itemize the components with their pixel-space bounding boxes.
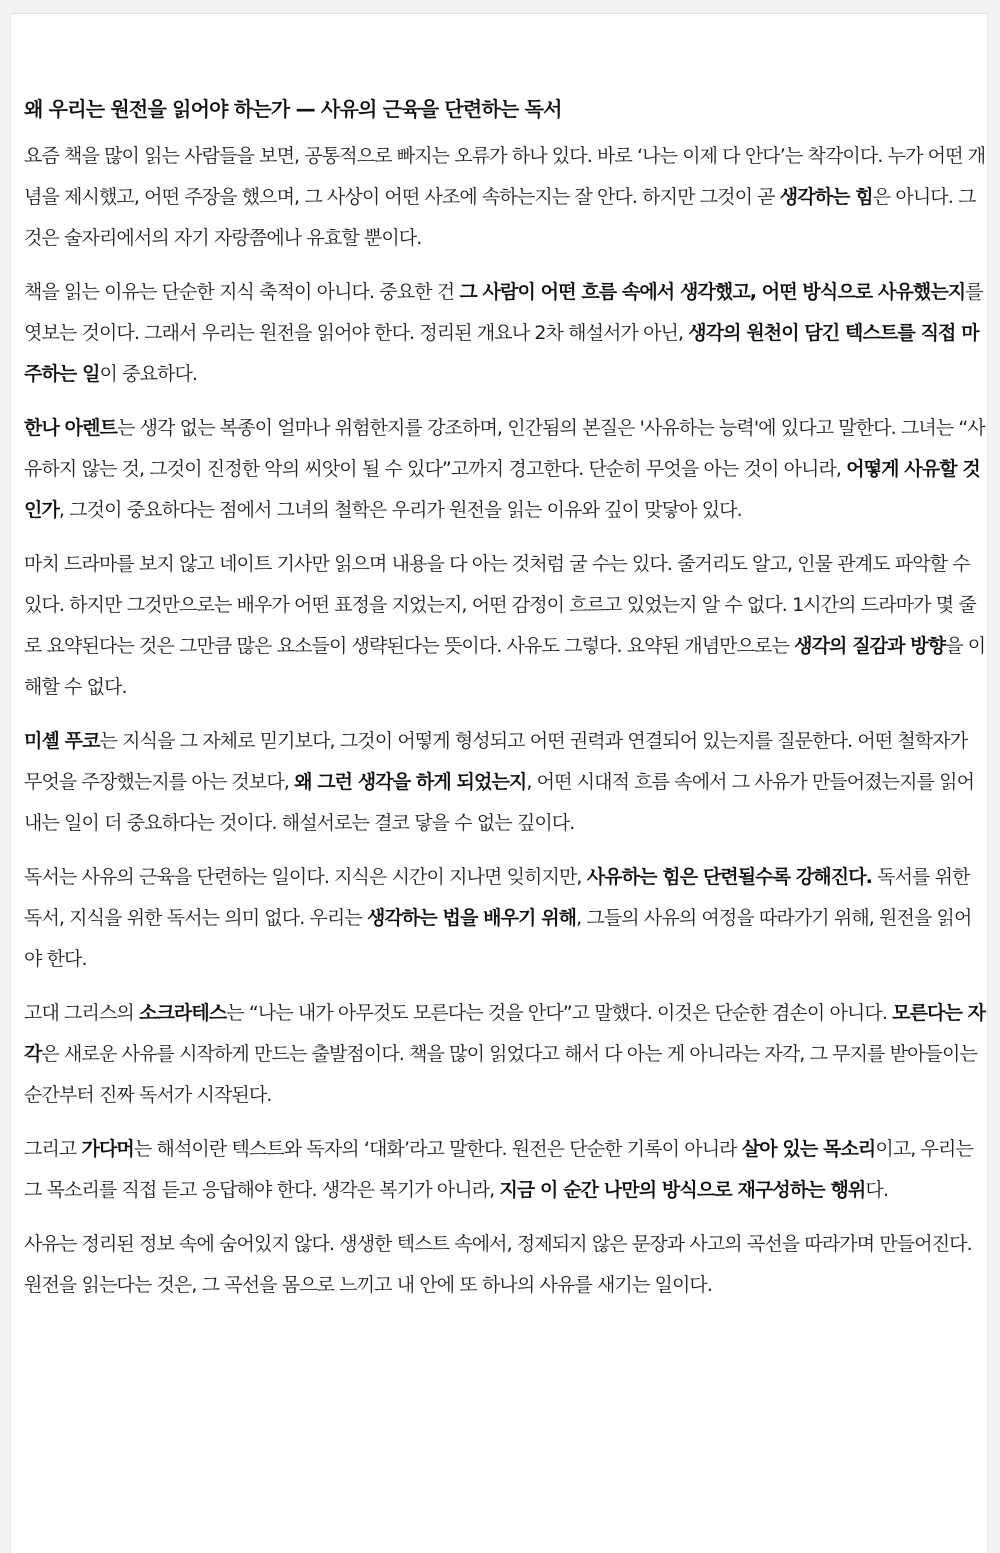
bold-text: 왜 그런 생각을 하게 되었는지 xyxy=(294,771,527,793)
bold-text: 미셸 푸코 xyxy=(24,730,100,752)
paragraph xyxy=(24,136,986,259)
text-run: 이고, 우리는 그 목소리를 직접 듣고 응답해야 한다. 생각은 복기가 아니라, xyxy=(24,1138,973,1201)
bold-text: 그 사람이 어떤 흐름 속에서 생각했고, 어떤 방식으로 사유했는지 xyxy=(459,281,966,303)
text-run: 는 “나는 내가 아무것도 모른다는 것을 안다”고 말했다. 이것은 단순한 겸손이 아니다. xyxy=(226,1002,893,1024)
text-run: 사유는 정리된 정보 속에 숨어있지 않다. 생생한 텍스트 속에서, 정제되지 않은 문장과 사고의 곡선을 따라가며 만들어진다. 원전을 읽는다는 것은, 그 곡선을 몸으로 느끼고 내 안에 또 하나의 사유를 새기는 일이다. xyxy=(24,1233,972,1296)
article-title: 왜 우리는 원전을 읽어야 하는가 — 사유의 근육을 단련하는 독서 xyxy=(24,97,562,121)
text-run: 고대 그리스의 xyxy=(24,1002,140,1024)
article-body xyxy=(24,136,986,1306)
bold-text: 지금 이 순간 나만의 방식으로 재구성하는 행위 xyxy=(499,1179,866,1201)
text-run: 이 중요하다. xyxy=(99,363,198,385)
text-run: , 그들의 사유의 여정을 따라가기 위해, 원전을 읽어야 한다. xyxy=(24,907,972,970)
text-run: 은 아니다. 그것은 술자리에서의 자기 자랑쯤에나 유효할 뿐이다. xyxy=(24,186,976,249)
article xyxy=(24,92,986,1319)
paragraph xyxy=(24,993,986,1116)
document-page xyxy=(10,13,988,1553)
paragraph xyxy=(24,1129,986,1211)
text-run: 는 생각 없는 복종이 얼마나 위험한지를 강조하며, 인간됨의 본질은 '사유하는 능력'에 있다고 말한다. 그녀는 “사유하지 않는 것, 그것이 진정한 악의 씨앗이 될 수 있다”고까지 경고한다. 단순히 무엇을 아는 것이 아니라, xyxy=(24,417,985,480)
text-run: 를 엿보는 것이다. 그래서 우리는 원전을 읽어야 한다. 정리된 개요나 2차 해설서가 아닌, xyxy=(24,281,983,344)
bold-text: 생각하는 법을 배우기 위해 xyxy=(366,907,577,929)
text-run: 다. xyxy=(865,1179,888,1201)
text-run: 는 지식을 그 자체로 믿기보다, 그것이 어떻게 형성되고 어떤 권력과 연결되어 있는지를 질문한다. 어떤 철학자가 무엇을 주장했는지를 아는 것보다, xyxy=(24,730,968,793)
text-run: 요즘 책을 많이 읽는 사람들을 보면, 공통적으로 빠지는 오류가 하나 있다. 바로 ‘나는 이제 다 안다’는 착각이다. 누가 어떤 개념을 제시했고, 어떤 주장을 했으며, 그 사상이 어떤 사조에 속하는지는 잘 안다. 하지만 그것이 곧 xyxy=(24,145,986,208)
bold-text: 생각하는 힘 xyxy=(779,186,873,208)
bold-text: 생각의 질감과 방향 xyxy=(794,635,946,657)
text-run: 그리고 xyxy=(24,1138,82,1160)
bold-text: 가다머 xyxy=(81,1138,134,1160)
bold-text: 생각의 원천이 담긴 텍스트를 직접 마주하는 일 xyxy=(24,322,979,385)
text-run: 독서를 위한 독서, 지식을 위한 독서는 의미 없다. 우리는 xyxy=(24,866,970,929)
bold-text: 사유하는 힘은 단련될수록 강해진다. xyxy=(586,866,872,888)
bold-text: 살아 있는 목소리 xyxy=(741,1138,876,1160)
text-run: , 어떤 시대적 흐름 속에서 그 사유가 만들어졌는지를 읽어내는 일이 더 중요하다는 것이다. 해설서로는 결코 닿을 수 없는 깊이다. xyxy=(24,771,975,834)
text-run: 은 새로운 사유를 시작하게 만드는 출발점이다. 책을 많이 읽었다고 해서 다 아는 게 아니라는 자각, 그 무지를 받아들이는 순간부터 진짜 독서가 시작된다. xyxy=(24,1043,977,1106)
text-run: 는 해석이란 텍스트와 독자의 ‘대화’라고 말한다. 원전은 단순한 기록이 아니라 xyxy=(133,1138,742,1160)
paragraph xyxy=(24,544,986,708)
text-run: 을 이해할 수 없다. xyxy=(24,635,986,698)
paragraph xyxy=(24,721,986,844)
paragraph xyxy=(24,272,986,395)
paragraph xyxy=(24,408,986,531)
paragraph xyxy=(24,1224,986,1306)
bold-text: 모른다는 자각 xyxy=(24,1002,986,1065)
bold-text: 어떻게 사유할 것인가 xyxy=(24,458,980,521)
text-run: , 그것이 중요하다는 점에서 그녀의 철학은 우리가 원전을 읽는 이유와 깊이 맞닿아 있다. xyxy=(58,499,742,521)
text-run: 마치 드라마를 보지 않고 네이트 기사만 읽으며 내용을 다 아는 것처럼 굴 수는 있다. 줄거리도 알고, 인물 관계도 파악할 수 있다. 하지만 그것만으로는 배우가 어떤 표정을 지었는지, 어떤 감정이 흐르고 있었는지 알 수 없다. 1시간의 드라마가 몇 줄로 요약된다는 것은 그만큼 많은 요소들이 생략된다는 뜻이다. 사유도 그렇다. 요약된 개념만으로는 xyxy=(24,553,976,657)
text-run: 독서는 사유의 근육을 단련하는 일이다. 지식은 시간이 지나면 잊히지만, xyxy=(24,866,587,888)
paragraph xyxy=(24,857,986,980)
bold-text: 소크라테스 xyxy=(139,1002,227,1024)
text-run: 책을 읽는 이유는 단순한 지식 축적이 아니다. 중요한 건 xyxy=(24,281,460,303)
bold-text: 한나 아렌트 xyxy=(24,417,117,439)
